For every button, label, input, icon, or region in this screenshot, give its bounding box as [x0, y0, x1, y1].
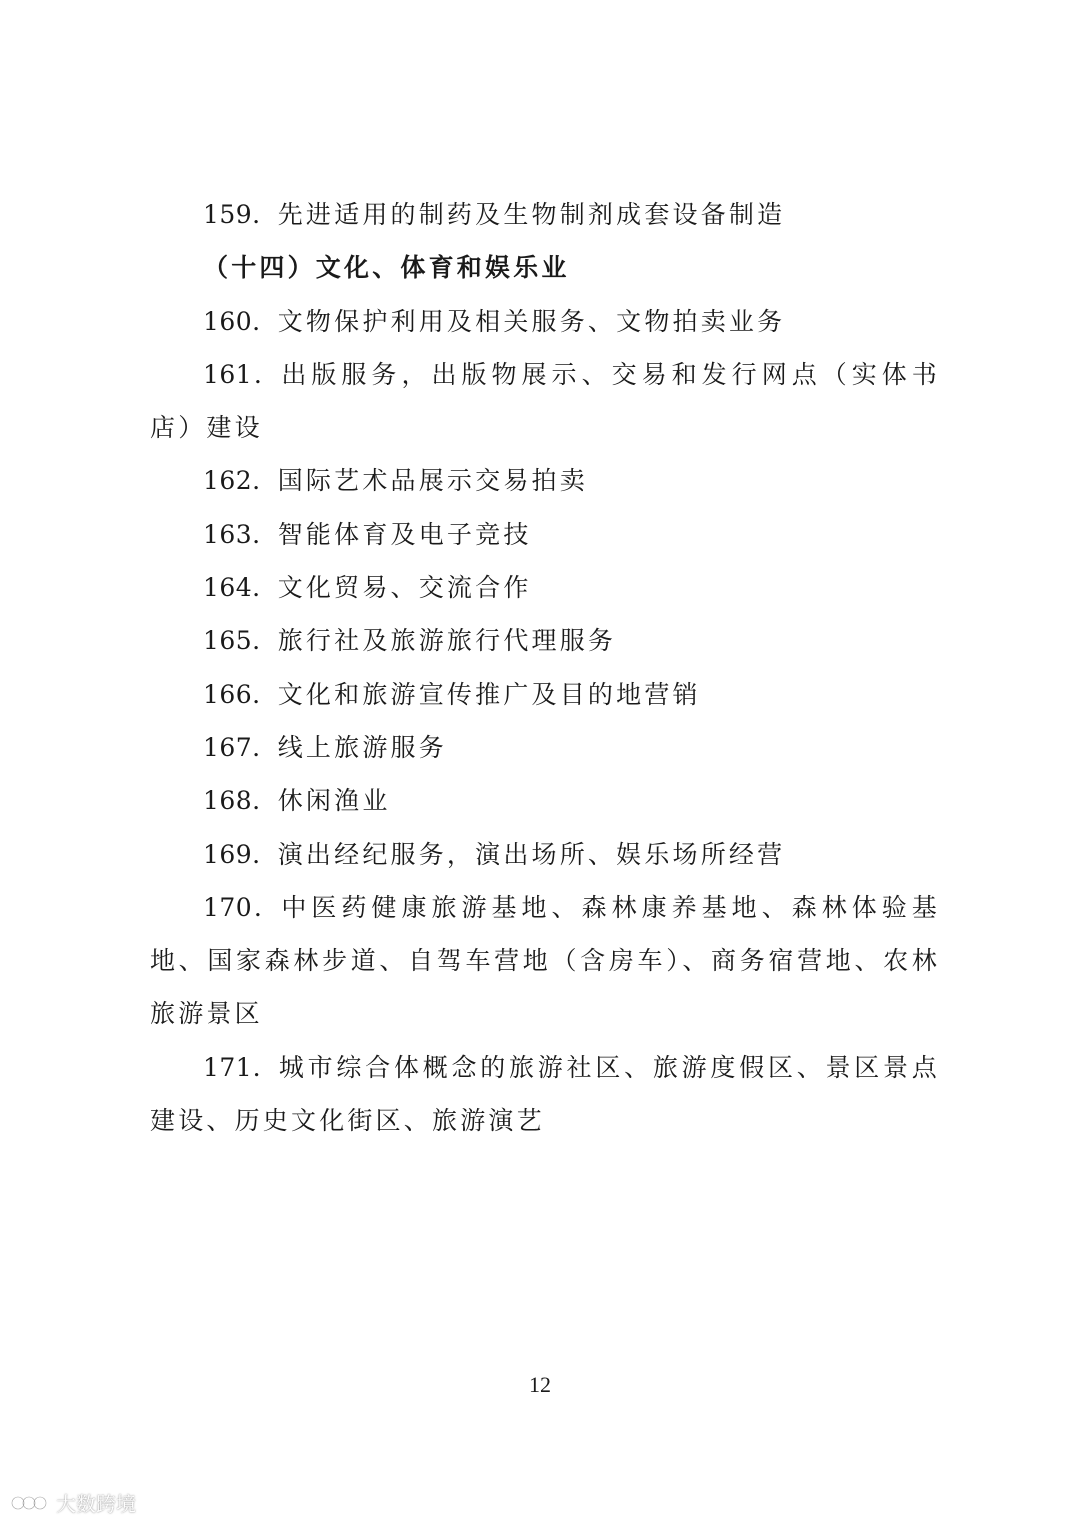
list-item-162: 162．国际艺术品展示交易拍卖 — [203, 466, 588, 496]
section-heading: （十四）文化、体育和娱乐业 — [203, 253, 570, 283]
list-item-168: 168．休闲渔业 — [203, 786, 391, 816]
watermark — [10, 1488, 136, 1517]
list-item-165: 165．旅行社及旅游旅行代理服务 — [203, 626, 617, 656]
list-item-159: 159．先进适用的制药及生物制剂成套设备制造 — [203, 200, 786, 229]
list-item-167: 167．线上旅游服务 — [203, 732, 447, 762]
watermark-text: 大数跨境 — [56, 1492, 136, 1516]
list-item-171: 171．城市综合体概念的旅游社区、旅游度假区、景区景点建设、历史文化街区、旅游演艺 — [150, 1052, 940, 1136]
list-item-164: 164．文化贸易、交流合作 — [203, 573, 532, 603]
list-item-163: 163．智能体育及电子竞技 — [203, 519, 532, 549]
page-number: 12 — [529, 1372, 551, 1397]
list-item-169: 169．演出经纪服务，演出场所、娱乐场所经营 — [203, 839, 786, 869]
list-item-170: 170．中医药健康旅游基地、森林康养基地、森林体验基地、国家森林步道、自驾车营地（含房车）、商务宿营地、农林旅游景区 — [150, 892, 940, 1029]
logo-icon — [10, 1491, 50, 1515]
list-item-161: 161．出版服务，出版物展示、交易和发行网点（实体书店）建设 — [150, 359, 940, 443]
document-body — [150, 188, 940, 1147]
list-item-166: 166．文化和旅游宣传推广及目的地营销 — [203, 679, 701, 709]
list-item-160: 160．文物保护利用及相关服务、文物拍卖业务 — [203, 306, 786, 336]
